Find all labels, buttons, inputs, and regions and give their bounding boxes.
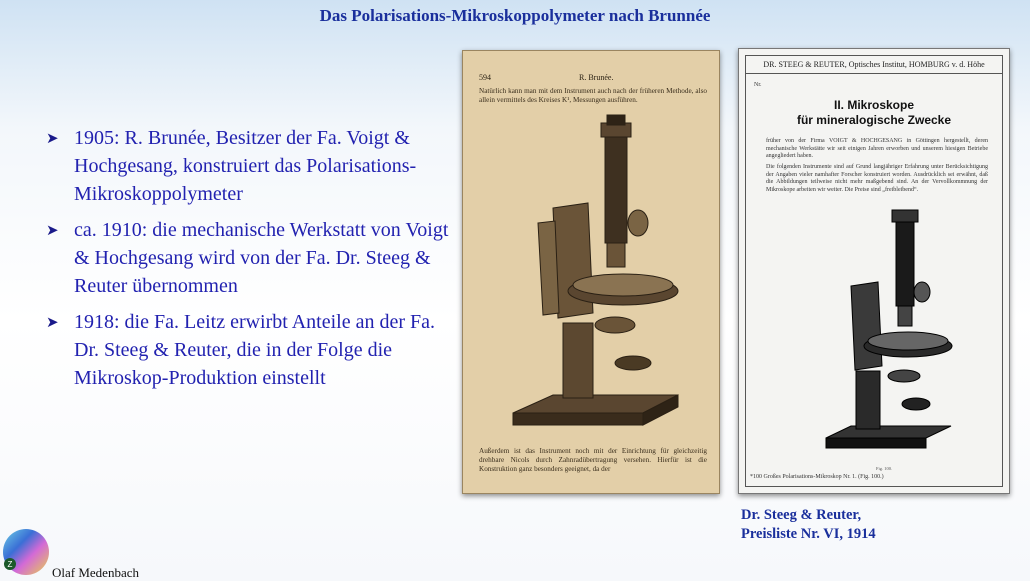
image-credit	[741, 506, 876, 544]
bullet-item	[46, 308, 456, 392]
catalog-caption: *100 Großes Polarisations-Mikroskop Nr. 1. (Fig. 100.)	[750, 474, 884, 480]
catalog-nr-label: Nr.	[754, 82, 762, 88]
page-text-top: Natürlich kann man mit dem Instrument auch nach der früheren Methode, also allein vermittels des Kreises K¹, Messungen ausführen.	[479, 87, 707, 104]
slide-title: Das Polarisations-Mikroskoppolymeter nach Brunnée	[319, 6, 711, 25]
catalog-frame	[745, 55, 1003, 487]
catalog-page-scan	[738, 48, 1010, 494]
header-divider	[746, 73, 1002, 74]
bullet-arrow-icon: ➤	[46, 131, 59, 147]
bullet-list	[46, 124, 456, 400]
catalog-title	[746, 98, 1002, 128]
bullet-text: 1918: die Fa. Leitz erwirbt Anteile an der Fa. Dr. Steeg & Reuter, die in der Folge die Mikroskop-Produktion einstellt	[74, 311, 436, 389]
catalog-paragraph-2: Die folgenden Instrumente sind auf Grund langjähriger Erfahrung unter Berücksichtigung der Angaben vieler namhafter Forscher konstruiert worden. Ausdrücklich sei erwähnt, daß die Abbildungen teilweise nicht mehr maßgebend sind. An der Vervollkommnung der Mikroskope arbeiten wir weiter. Die Preise sind „freibleibend“.	[766, 164, 988, 193]
credit-line-2: Preisliste Nr. VI, 1914	[741, 526, 876, 542]
page-number: 594	[479, 73, 491, 82]
logo-letter: Z	[7, 560, 13, 569]
bullet-item	[46, 124, 456, 208]
page-text-bottom: Außerdem ist das Instrument noch mit der Einrichtung für gleichzeitig drehbare Nicols durch Zahnradübertragung versehen. Hierfür ist die Konstruktion ganz besonders geeignet, da der	[479, 447, 707, 473]
bullet-arrow-icon: ➤	[46, 315, 59, 331]
catalog-header: DR. STEEG & REUTER, Optisches Institut, HOMBURG v. d. Höhe	[763, 60, 985, 69]
book-page-scan	[462, 50, 720, 494]
catalog-paragraph-1: früher von der Firma VOIGT & HOCHGESANG in Göttingen hergestellt, deren mechanische Werkstätte wir seit einigen Jahren erworben und unserem hiesigen Betriebe angegliedert haben.	[766, 138, 988, 160]
catalog-title-line2: für mineralogische Zwecke	[796, 113, 952, 127]
bullet-text: ca. 1910: die mechanische Werkstatt von Voigt & Hochgesang wird von der Fa. Dr. Steeg & Reuter übernommen	[74, 219, 449, 297]
author-name: Olaf Medenbach	[52, 565, 139, 580]
credit-line-1: Dr. Steeg & Reuter,	[741, 507, 862, 523]
logo-disc-icon	[2, 528, 50, 576]
running-head: R. Brunée.	[579, 73, 614, 82]
figure-label: Fig. 100.	[876, 466, 893, 471]
bullet-item	[46, 216, 456, 300]
bullet-arrow-icon: ➤	[46, 223, 59, 239]
bullet-text: 1905: R. Brunée, Besitzer der Fa. Voigt & Hochgesang, konstruiert das Polarisations-Mikroskoppolymeter	[74, 127, 417, 205]
microscope-engraving	[806, 206, 966, 456]
microscope-engraving	[493, 113, 693, 435]
catalog-title-line1: II. Mikroskope	[833, 98, 915, 112]
